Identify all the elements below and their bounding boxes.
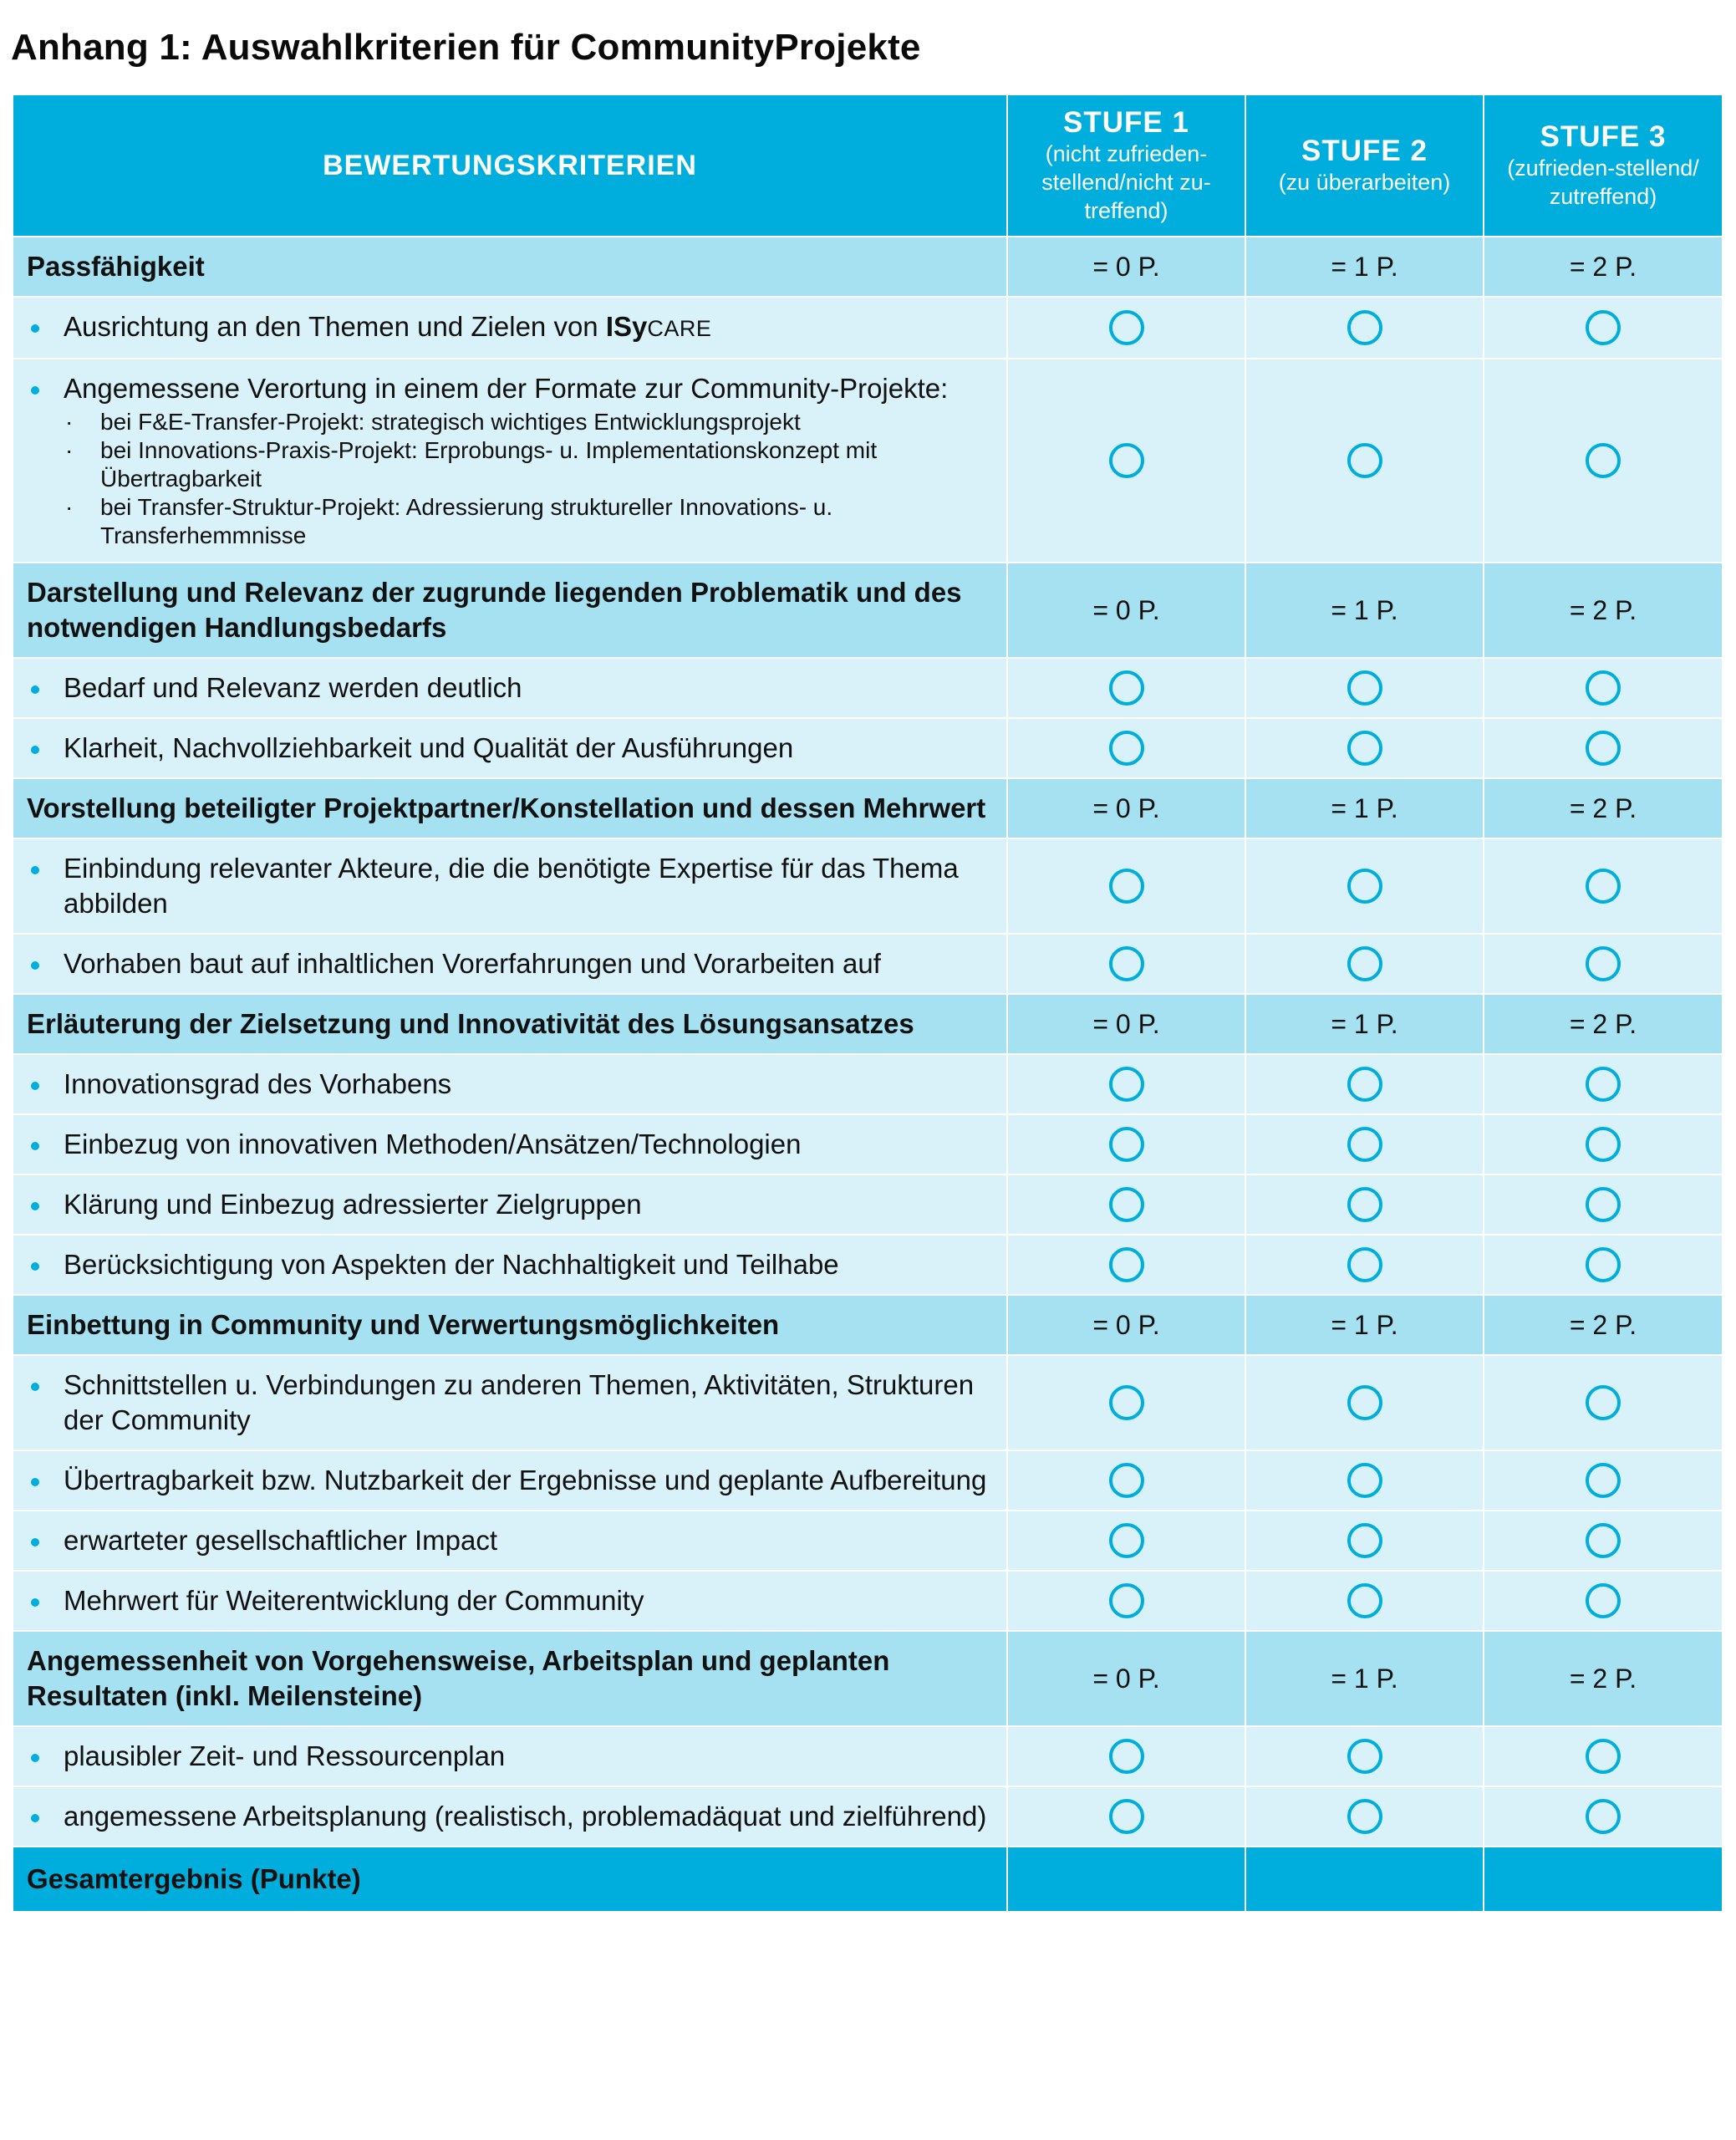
rating-cell-stufe-1	[1007, 1235, 1245, 1295]
rating-cell-stufe-1	[1007, 1174, 1245, 1235]
bullet-icon	[31, 1538, 39, 1546]
criterion-cell	[13, 838, 1007, 934]
criterion	[13, 719, 1006, 777]
bullet-icon	[31, 1754, 39, 1762]
rating-radio-stufe-3[interactable]	[1586, 1799, 1621, 1834]
rating-cell-stufe-3	[1484, 1235, 1723, 1295]
points-label: = 2 P.	[1569, 251, 1637, 282]
section-title-cell	[13, 1295, 1007, 1355]
criterion-cell	[13, 1235, 1007, 1295]
rating-radio-stufe-3[interactable]	[1586, 869, 1621, 904]
rating-radio-stufe-2[interactable]	[1347, 869, 1382, 904]
criterion-row	[13, 838, 1723, 934]
criterion-row	[13, 297, 1723, 359]
rating-cell-stufe-3	[1484, 1355, 1723, 1450]
criterion-cell	[13, 1511, 1007, 1571]
rating-radio-stufe-1[interactable]	[1109, 1523, 1144, 1558]
points-cell	[1007, 1295, 1245, 1355]
criterion-text: Schnittstellen u. Verbindungen zu anderen Themen, Aktivitäten, Strukturen der Community	[64, 1369, 975, 1435]
criterion	[13, 359, 1006, 562]
rating-cell-stufe-2	[1245, 838, 1484, 934]
section-title: Erläuterung der Zielsetzung und Innovativität des Lösungsansatzes	[27, 1008, 914, 1039]
sub-item-text: bei F&E-Transfer-Projekt: strategisch wichtiges Entwicklungsprojekt	[100, 409, 801, 435]
section-row	[13, 1631, 1723, 1726]
bullet-icon	[31, 386, 39, 395]
points-cell	[1007, 778, 1245, 838]
points-cell	[1007, 563, 1245, 658]
rating-radio-stufe-1[interactable]	[1109, 946, 1144, 981]
rating-radio-stufe-2[interactable]	[1347, 1187, 1382, 1222]
sub-bullet-icon: ·	[65, 494, 74, 520]
points-cell	[1484, 563, 1723, 658]
rating-radio-stufe-3[interactable]	[1586, 1523, 1621, 1558]
bullet-icon	[31, 685, 39, 694]
criterion-cell	[13, 1054, 1007, 1114]
criteria-column-header	[13, 94, 1007, 237]
points-label: = 1 P.	[1331, 594, 1398, 625]
rating-cell-stufe-1	[1007, 1355, 1245, 1450]
isycare-logo-isy: ISy	[605, 311, 648, 342]
criterion-text: angemessene Arbeitsplanung (realistisch, problemadäquat und zielführend)	[64, 1801, 987, 1832]
criterion-row	[13, 1450, 1723, 1511]
criterion-row	[13, 1054, 1723, 1114]
rating-cell-stufe-1	[1007, 1114, 1245, 1174]
criterion-cell	[13, 658, 1007, 718]
criterion-text: Bedarf und Relevanz werden deutlich	[64, 672, 522, 703]
criterion-cell	[13, 934, 1007, 994]
criterion-text: Ausrichtung an den Themen und Zielen von	[64, 311, 598, 342]
criterion-text: Klärung und Einbezug adressierter Zielgruppen	[64, 1189, 642, 1220]
rating-radio-stufe-2[interactable]	[1347, 670, 1382, 706]
stufe-subtitle: (zu überarbeiten)	[1278, 170, 1451, 195]
points-cell	[1007, 994, 1245, 1054]
rating-cell-stufe-2	[1245, 1511, 1484, 1571]
rating-cell-stufe-1	[1007, 658, 1245, 718]
points-cell	[1245, 1295, 1484, 1355]
rating-radio-stufe-1[interactable]	[1109, 731, 1144, 766]
points-cell	[1245, 1631, 1484, 1726]
criterion	[13, 1175, 1006, 1234]
criterion-cell	[13, 297, 1007, 359]
criterion-cell	[13, 718, 1007, 778]
criterion-text: erwarteter gesellschaftlicher Impact	[64, 1525, 498, 1556]
rating-radio-stufe-3[interactable]	[1586, 1739, 1621, 1774]
points-label: = 0 P.	[1092, 594, 1160, 625]
criterion	[13, 1572, 1006, 1630]
points-label: = 1 P.	[1331, 1309, 1398, 1340]
sub-bullet-icon: ·	[65, 437, 74, 463]
points-cell	[1484, 994, 1723, 1054]
criterion	[13, 1787, 1006, 1846]
criterion	[13, 1451, 1006, 1510]
rating-cell-stufe-3	[1484, 359, 1723, 563]
sub-list	[64, 408, 993, 550]
criteria-table	[12, 94, 1723, 1913]
rating-radio-stufe-2[interactable]	[1347, 443, 1382, 478]
rating-radio-stufe-1[interactable]	[1109, 443, 1144, 478]
points-label: = 2 P.	[1569, 1008, 1637, 1039]
criterion-cell	[13, 1450, 1007, 1511]
section-title: Einbettung in Community und Verwertungsmöglichkeiten	[27, 1309, 780, 1340]
stufe-1-header	[1007, 94, 1245, 237]
rating-radio-stufe-1[interactable]	[1109, 670, 1144, 706]
bullet-icon	[31, 1598, 39, 1607]
rating-cell-stufe-1	[1007, 297, 1245, 359]
criterion	[13, 659, 1006, 717]
points-label: = 0 P.	[1092, 792, 1160, 823]
bullet-icon	[31, 1383, 39, 1391]
points-label: = 1 P.	[1331, 1663, 1398, 1694]
sub-item-text: bei Transfer-Struktur-Projekt: Adressierung struktureller Innovations- u. Transferhemmnisse	[100, 494, 833, 548]
rating-cell-stufe-3	[1484, 1114, 1723, 1174]
bullet-icon	[31, 1478, 39, 1486]
points-label: = 2 P.	[1569, 792, 1637, 823]
rating-radio-stufe-3[interactable]	[1586, 1067, 1621, 1102]
stufe-subtitle: (nicht zufrieden-stellend/nicht zu-treffend)	[1041, 141, 1211, 223]
rating-radio-stufe-3[interactable]	[1586, 1127, 1621, 1162]
rating-cell-stufe-2	[1245, 1450, 1484, 1511]
rating-cell-stufe-2	[1245, 1726, 1484, 1786]
points-label: = 1 P.	[1331, 1008, 1398, 1039]
stufe-title: STUFE 1	[1063, 106, 1189, 139]
rating-radio-stufe-1[interactable]	[1109, 1187, 1144, 1222]
criterion-row	[13, 1355, 1723, 1450]
criterion-row	[13, 1114, 1723, 1174]
points-cell	[1484, 237, 1723, 297]
criterion-text: plausibler Zeit- und Ressourcenplan	[64, 1740, 506, 1771]
criterion	[13, 935, 1006, 993]
rating-cell-stufe-3	[1484, 297, 1723, 359]
points-cell	[1245, 237, 1484, 297]
rating-cell-stufe-3	[1484, 1786, 1723, 1847]
stufe-title: STUFE 3	[1540, 120, 1667, 153]
rating-cell-stufe-1	[1007, 1511, 1245, 1571]
rating-cell-stufe-3	[1484, 1054, 1723, 1114]
rating-radio-stufe-1[interactable]	[1109, 869, 1144, 904]
document-title: Anhang 1: Auswahlkriterien für CommunityProjekte	[11, 27, 921, 68]
criterion-cell	[13, 1726, 1007, 1786]
rating-radio-stufe-1[interactable]	[1109, 1247, 1144, 1282]
rating-radio-stufe-1[interactable]	[1109, 1799, 1144, 1834]
rating-cell-stufe-3	[1484, 934, 1723, 994]
criterion-text: Einbindung relevanter Akteure, die die benötigte Expertise für das Thema abbilden	[64, 853, 959, 919]
rating-cell-stufe-3	[1484, 838, 1723, 934]
rating-radio-stufe-3[interactable]	[1586, 1247, 1621, 1282]
points-cell	[1007, 1631, 1245, 1726]
rating-cell-stufe-1	[1007, 359, 1245, 563]
stufe-2-header	[1245, 94, 1484, 237]
rating-radio-stufe-1[interactable]	[1109, 1739, 1144, 1774]
points-label: = 2 P.	[1569, 594, 1637, 625]
rating-cell-stufe-2	[1245, 718, 1484, 778]
criterion	[13, 1511, 1006, 1570]
points-cell	[1484, 1631, 1723, 1726]
bullet-icon	[31, 1202, 39, 1210]
criterion	[13, 839, 1006, 933]
rating-cell-stufe-1	[1007, 1786, 1245, 1847]
rating-cell-stufe-2	[1245, 359, 1484, 563]
rating-radio-stufe-1[interactable]	[1109, 1463, 1144, 1498]
points-cell	[1484, 778, 1723, 838]
table-header-row	[13, 94, 1723, 237]
rating-radio-stufe-3[interactable]	[1586, 731, 1621, 766]
rating-radio-stufe-2[interactable]	[1347, 946, 1382, 981]
rating-radio-stufe-2[interactable]	[1347, 1523, 1382, 1558]
rating-radio-stufe-1[interactable]	[1109, 1067, 1144, 1102]
sub-item-text: bei Innovations-Praxis-Projekt: Erprobungs- u. Implementationskonzept mit Übertragbarkeit	[100, 437, 878, 492]
criterion-text: Innovationsgrad des Vorhabens	[64, 1068, 452, 1099]
rating-radio-stufe-1[interactable]	[1109, 1583, 1144, 1618]
bullet-icon	[31, 1262, 39, 1271]
rating-cell-stufe-2	[1245, 297, 1484, 359]
rating-cell-stufe-3	[1484, 1511, 1723, 1571]
rating-cell-stufe-2	[1245, 1355, 1484, 1450]
criterion-text: Berücksichtigung von Aspekten der Nachhaltigkeit und Teilhabe	[64, 1249, 839, 1280]
rating-radio-stufe-2[interactable]	[1347, 1127, 1382, 1162]
section-title-cell	[13, 563, 1007, 658]
criterion-row	[13, 359, 1723, 563]
total-cell-stufe-1	[1007, 1847, 1245, 1912]
section-title: Passfähigkeit	[27, 251, 205, 282]
bullet-icon	[31, 866, 39, 874]
points-label: = 1 P.	[1331, 792, 1398, 823]
stufe-title: STUFE 2	[1301, 135, 1428, 167]
rating-radio-stufe-2[interactable]	[1347, 1739, 1382, 1774]
rating-radio-stufe-1[interactable]	[1109, 310, 1144, 345]
rating-cell-stufe-2	[1245, 934, 1484, 994]
section-title: Darstellung und Relevanz der zugrunde liegenden Problematik und des notwendigen Handlungsbedarfs	[27, 577, 962, 643]
points-label: = 2 P.	[1569, 1663, 1637, 1694]
points-label: = 0 P.	[1092, 1663, 1160, 1694]
points-cell	[1245, 994, 1484, 1054]
criterion-row	[13, 718, 1723, 778]
criterion-cell	[13, 1355, 1007, 1450]
rating-radio-stufe-2[interactable]	[1347, 1583, 1382, 1618]
rating-cell-stufe-3	[1484, 1450, 1723, 1511]
bullet-icon	[31, 1082, 39, 1090]
criterion-row	[13, 1786, 1723, 1847]
rating-cell-stufe-1	[1007, 1450, 1245, 1511]
rating-cell-stufe-2	[1245, 1054, 1484, 1114]
rating-radio-stufe-3[interactable]	[1586, 1187, 1621, 1222]
section-title-cell	[13, 237, 1007, 297]
rating-cell-stufe-2	[1245, 1571, 1484, 1631]
sub-bullet-icon: ·	[65, 409, 74, 435]
stufe-3-header	[1484, 94, 1723, 237]
sub-list-item	[64, 436, 993, 493]
rating-radio-stufe-3[interactable]	[1586, 1463, 1621, 1498]
rating-radio-stufe-3[interactable]	[1586, 670, 1621, 706]
rating-cell-stufe-3	[1484, 1174, 1723, 1235]
criterion-text: Mehrwert für Weiterentwicklung der Community	[64, 1585, 644, 1616]
total-cell-stufe-2	[1245, 1847, 1484, 1912]
rating-cell-stufe-2	[1245, 1235, 1484, 1295]
criterion-cell	[13, 1174, 1007, 1235]
criterion-cell	[13, 359, 1007, 563]
points-cell	[1245, 563, 1484, 658]
rating-cell-stufe-2	[1245, 1786, 1484, 1847]
rating-cell-stufe-2	[1245, 1174, 1484, 1235]
rating-radio-stufe-3[interactable]	[1586, 1583, 1621, 1618]
criterion-row	[13, 658, 1723, 718]
criterion-row	[13, 934, 1723, 994]
rating-radio-stufe-1[interactable]	[1109, 1127, 1144, 1162]
points-cell	[1484, 1295, 1723, 1355]
criterion	[13, 298, 1006, 358]
rating-cell-stufe-3	[1484, 1726, 1723, 1786]
rating-cell-stufe-1	[1007, 1054, 1245, 1114]
total-row	[13, 1847, 1723, 1912]
points-label: = 0 P.	[1092, 1008, 1160, 1039]
rating-radio-stufe-2[interactable]	[1347, 310, 1382, 345]
criterion-cell	[13, 1114, 1007, 1174]
isycare-logo-care: CARE	[647, 316, 712, 341]
criterion	[13, 1727, 1006, 1786]
rating-cell-stufe-1	[1007, 838, 1245, 934]
rating-cell-stufe-3	[1484, 658, 1723, 718]
rating-radio-stufe-2[interactable]	[1347, 1799, 1382, 1834]
criterion-row	[13, 1571, 1723, 1631]
rating-radio-stufe-2[interactable]	[1347, 1067, 1382, 1102]
bullet-icon	[31, 1142, 39, 1150]
table-body	[13, 237, 1723, 1847]
criterion-row	[13, 1726, 1723, 1786]
rating-radio-stufe-1[interactable]	[1109, 1385, 1144, 1420]
total-cell-stufe-3	[1484, 1847, 1723, 1912]
rating-radio-stufe-2[interactable]	[1347, 1247, 1382, 1282]
criteria-header-label: BEWERTUNGSKRITERIEN	[323, 149, 697, 181]
criterion-text: Übertragbarkeit bzw. Nutzbarkeit der Ergebnisse und geplante Aufbereitung	[64, 1465, 987, 1495]
rating-radio-stufe-2[interactable]	[1347, 731, 1382, 766]
points-label: = 2 P.	[1569, 1309, 1637, 1340]
rating-radio-stufe-3[interactable]	[1586, 946, 1621, 981]
rating-radio-stufe-3[interactable]	[1586, 1385, 1621, 1420]
total-label: Gesamtergebnis (Punkte)	[27, 1863, 361, 1894]
section-row	[13, 1295, 1723, 1355]
rating-cell-stufe-3	[1484, 718, 1723, 778]
section-title-cell	[13, 778, 1007, 838]
criterion	[13, 1236, 1006, 1294]
bullet-icon	[31, 1814, 39, 1822]
criterion	[13, 1115, 1006, 1174]
criterion-cell	[13, 1786, 1007, 1847]
rating-cell-stufe-3	[1484, 1571, 1723, 1631]
rating-cell-stufe-1	[1007, 1726, 1245, 1786]
rating-cell-stufe-2	[1245, 658, 1484, 718]
criterion-row	[13, 1235, 1723, 1295]
section-row	[13, 778, 1723, 838]
criterion-text: Klarheit, Nachvollziehbarkeit und Qualität der Ausführungen	[64, 732, 794, 763]
criterion-text: Einbezug von innovativen Methoden/Ansätzen/Technologien	[64, 1129, 802, 1159]
criterion	[13, 1055, 1006, 1113]
rating-radio-stufe-2[interactable]	[1347, 1463, 1382, 1498]
rating-cell-stufe-1	[1007, 718, 1245, 778]
criterion-cell	[13, 1571, 1007, 1631]
stufe-subtitle: (zufrieden-stellend/ zutreffend)	[1507, 155, 1699, 209]
rating-cell-stufe-1	[1007, 1571, 1245, 1631]
bullet-icon	[31, 324, 39, 333]
sub-list-item	[64, 493, 993, 550]
rating-radio-stufe-3[interactable]	[1586, 310, 1621, 345]
rating-cell-stufe-1	[1007, 934, 1245, 994]
rating-radio-stufe-2[interactable]	[1347, 1385, 1382, 1420]
points-cell	[1007, 237, 1245, 297]
points-cell	[1245, 778, 1484, 838]
bullet-icon	[31, 961, 39, 970]
criterion	[13, 1356, 1006, 1450]
section-title: Vorstellung beteiligter Projektpartner/Konstellation und dessen Mehrwert	[27, 792, 986, 823]
section-row	[13, 994, 1723, 1054]
criterion-text: Angemessene Verortung in einem der Formate zur Community-Projekte:	[64, 373, 949, 404]
rating-radio-stufe-3[interactable]	[1586, 443, 1621, 478]
section-row	[13, 237, 1723, 297]
criterion-text: Vorhaben baut auf inhaltlichen Vorerfahrungen und Vorarbeiten auf	[64, 948, 881, 979]
points-label: = 1 P.	[1331, 251, 1398, 282]
sub-list-item	[64, 408, 993, 436]
bullet-icon	[31, 746, 39, 754]
rating-cell-stufe-2	[1245, 1114, 1484, 1174]
section-title-cell	[13, 994, 1007, 1054]
section-row	[13, 563, 1723, 658]
points-label: = 0 P.	[1092, 1309, 1160, 1340]
criterion-row	[13, 1174, 1723, 1235]
section-title-cell	[13, 1631, 1007, 1726]
section-title: Angemessenheit von Vorgehensweise, Arbeitsplan und geplanten Resultaten (inkl. Meilensteine)	[27, 1645, 890, 1711]
total-label-cell	[13, 1847, 1007, 1912]
points-label: = 0 P.	[1092, 251, 1160, 282]
criterion-row	[13, 1511, 1723, 1571]
